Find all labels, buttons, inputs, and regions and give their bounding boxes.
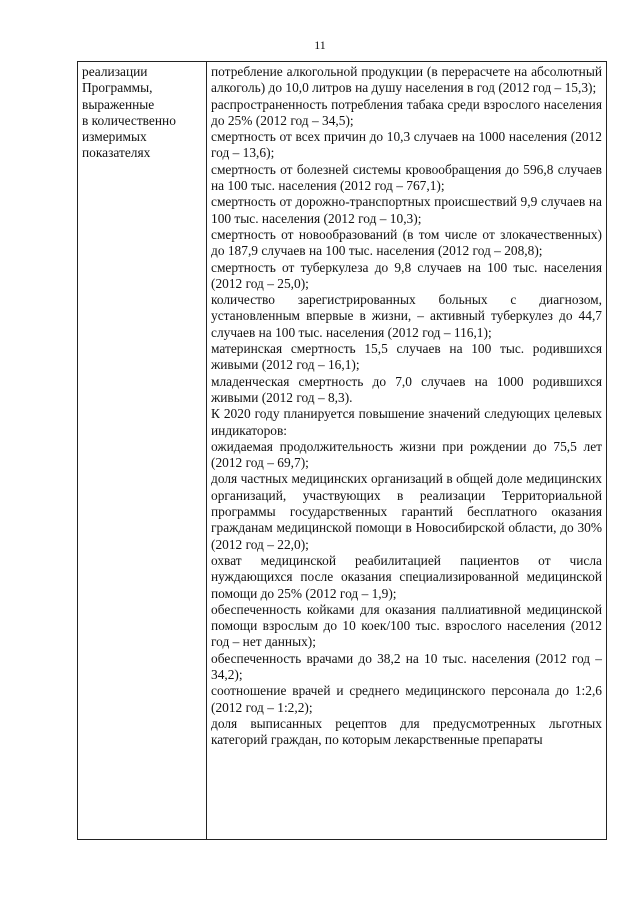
- indicator-paragraph: доля выписанных рецептов для предусмотренных льготных категорий граждан, по которым лекарственные препараты: [211, 715, 602, 748]
- indicator-paragraph: обеспеченность врачами до 38,2 на 10 тыс. населения (2012 год – 34,2);: [211, 650, 602, 682]
- indicator-paragraph: смертность от новообразований (в том числе от злокачественных) до 187,9 случаев на 100 тыс. населения (2012 год – 208,8);: [211, 226, 602, 259]
- page-number: 11: [314, 38, 326, 52]
- table-row: [78, 62, 607, 840]
- indicator-paragraph: смертность от болезней системы кровообращения до 596,8 случаев на 100 тыс. населения (2012 год – 767,1);: [211, 161, 602, 194]
- indicator-paragraph: смертность от туберкулеза до 9,8 случаев на 100 тыс. населения (2012 год – 25,0);: [211, 259, 602, 291]
- indicator-paragraph: количество зарегистрированных больных с диагнозом, установленным впервые в жизни, – активный туберкулез до 44,7 случаев на 100 тыс. населения (2012 год – 116,1);: [211, 292, 602, 340]
- indicator-paragraph: доля частных медицинских организаций в общей доле медицинских организаций, участвующих в реализации Территориальной программы государственных гарантий бесплатного оказания гражданам медицинской помощи в Новосибирской области, до 30% (2012 год – 22,0);: [211, 471, 602, 552]
- row-label-cell: [78, 62, 207, 840]
- indicator-paragraph: соотношение врачей и среднего медицинского персонала до 1:2,6 (2012 год – 1:2,2);: [211, 683, 602, 715]
- indicator-paragraph: материнская смертность 15,5 случаев на 100 тыс. родившихся живыми (2012 год – 16,1);: [211, 341, 602, 373]
- indicator-paragraph: младенческая смертность до 7,0 случаев на 1000 родившихся живыми (2012 год – 8,3).: [211, 373, 602, 405]
- row-label-line: в количественно: [82, 112, 176, 128]
- indicator-paragraph: смертность от всех причин до 10,3 случаев на 1000 населения (2012 год – 13,6);: [211, 129, 602, 161]
- indicator-paragraph: К 2020 году планируется повышение значений следующих целевых индикаторов:: [211, 406, 602, 438]
- indicator-paragraph: распространенность потребления табака среди взрослого населения до 25% (2012 год – 34,5);: [211, 96, 602, 128]
- indicator-paragraph: обеспеченность койками для оказания паллиативной медицинской помощи взрослым до 10 коек/100 тыс. взрослого населения (2012 год – нет данных);: [211, 601, 602, 650]
- row-label-line: выраженные: [82, 96, 155, 112]
- indicator-paragraph: смертность от дорожно-транспортных происшествий 9,9 случаев на 100 тыс. населения (2012 год – 10,3);: [211, 194, 602, 226]
- row-label-line: измеримых: [82, 129, 147, 145]
- row-label-line: показателях: [82, 145, 151, 161]
- row-label-line: реализации: [82, 64, 148, 79]
- indicators-table: [77, 61, 607, 840]
- indicator-paragraph: потребление алкогольной продукции (в перерасчете на абсолютный алкоголь) до 10,0 литров на душу населения в год (2012 год – 15,3);: [211, 64, 602, 96]
- row-label-line: Программы,: [82, 80, 153, 96]
- indicator-paragraph: ожидаемая продолжительность жизни при рождении до 75,5 лет (2012 год – 69,7);: [211, 438, 602, 471]
- indicators-cell: [207, 62, 607, 840]
- indicator-paragraph: охват медицинской реабилитацией пациентов от числа нуждающихся после оказания специализированной медицинской помощи до 25% (2012 год – 1,9);: [211, 552, 602, 601]
